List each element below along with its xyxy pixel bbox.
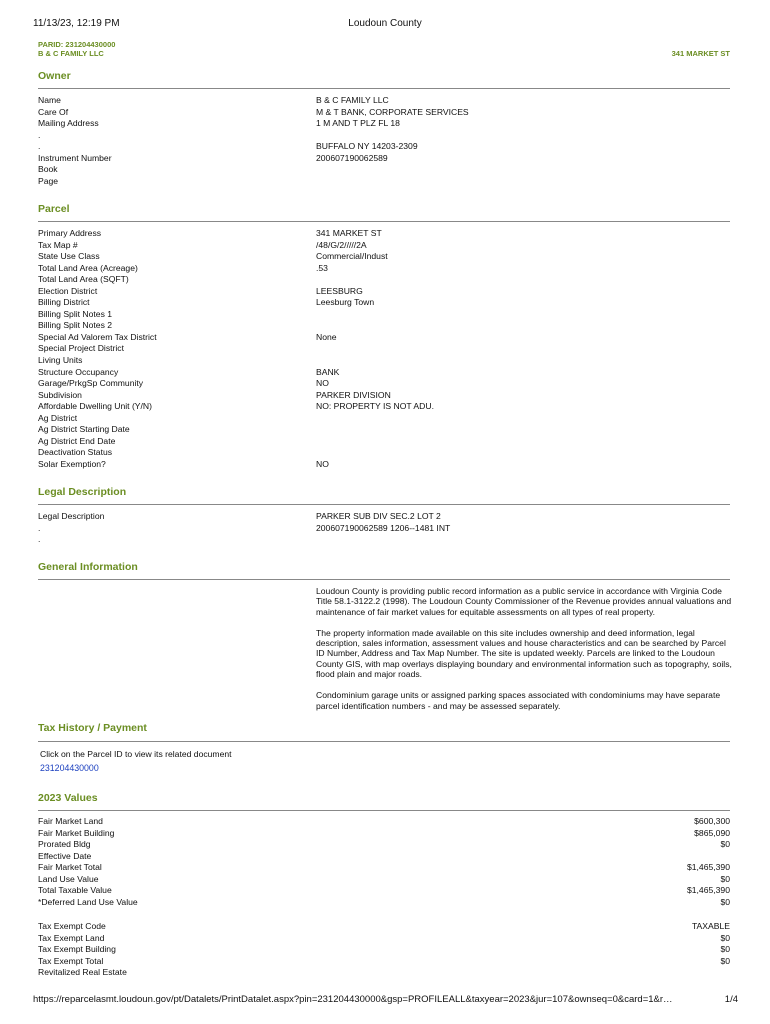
row-value: 341 MARKET ST <box>316 228 382 238</box>
table-row <box>38 228 730 240</box>
row-value: B & C FAMILY LLC <box>316 95 389 105</box>
table-row <box>38 413 730 425</box>
row-label: State Use Class <box>38 251 100 262</box>
row-value: Commercial/Indust <box>316 251 388 262</box>
row-label: Fair Market Building <box>38 827 115 838</box>
row-label: Billing Split Notes 2 <box>38 320 113 331</box>
table-row <box>38 263 730 275</box>
row-value: 1 M AND T PLZ FL 18 <box>316 118 400 129</box>
table-row <box>38 874 730 886</box>
row-value: $865,090 <box>694 827 730 838</box>
row-value: $1,465,390 <box>686 885 730 896</box>
row-value: NO <box>316 378 329 389</box>
row-value: PARKER SUB DIV SEC.2 LOT 2 <box>316 511 441 521</box>
table-row <box>38 141 730 153</box>
parcel-address: 341 MARKET ST <box>671 49 730 58</box>
row-value: 200607190062589 <box>316 152 388 163</box>
row-label: . <box>38 141 41 152</box>
row-label: Revitalized Real Estate <box>38 967 127 978</box>
row-value: $0 <box>720 839 730 850</box>
table-row <box>38 933 730 945</box>
row-label: Total Taxable Value <box>38 885 112 896</box>
row-value: $0 <box>720 944 730 955</box>
page-url: https://reparcelasmt.loudoun.gov/pt/Datalets/PrintDatalet.aspx?pin=231204430000&gsp=PROFILEALL&taxyear=2023&jur=107&ownseq=0&card=1&r… <box>33 994 673 1005</box>
table-row <box>38 274 730 286</box>
row-label: Election District <box>38 285 98 296</box>
row-value: Leesburg Town <box>316 297 375 308</box>
row-value: BUFFALO NY 14203-2309 <box>316 141 418 152</box>
row-label: Land Use Value <box>38 873 99 884</box>
row-label: Book <box>38 164 58 175</box>
row-value: $0 <box>720 896 730 907</box>
row-label: . <box>38 522 41 533</box>
table-row <box>38 164 730 176</box>
table-row <box>38 240 730 252</box>
table-row <box>38 851 730 863</box>
row-value: .53 <box>316 262 328 273</box>
parcel-id-block <box>38 40 115 58</box>
parcel-table <box>38 228 730 470</box>
row-label: Ag District Starting Date <box>38 424 130 435</box>
table-row <box>38 378 730 390</box>
row-label: Affordable Dwelling Unit (Y/N) <box>38 401 152 412</box>
table-row <box>38 343 730 355</box>
table-row <box>38 862 730 874</box>
table-row <box>38 944 730 956</box>
table-row <box>38 153 730 165</box>
row-label: Ag District End Date <box>38 435 116 446</box>
row-value: LEESBURG <box>316 285 363 296</box>
row-value: $600,300 <box>694 816 730 826</box>
parcel-id: PARID: 231204430000 <box>38 40 116 49</box>
row-value: /48/G/2/////2A <box>316 239 367 250</box>
exempt-table <box>38 921 730 979</box>
table-row <box>38 320 730 332</box>
section-divider <box>38 221 730 222</box>
row-label: Tax Exempt Code <box>38 921 106 931</box>
row-label: Living Units <box>38 355 83 366</box>
row-label: Name <box>38 95 61 105</box>
row-value: $0 <box>720 955 730 966</box>
row-value: $0 <box>720 873 730 884</box>
row-label: Legal Description <box>38 511 105 521</box>
row-label: Billing District <box>38 297 90 308</box>
info-paragraph: Loudoun County is providing public record information as a public service in accordance with Virginia Code Title 58.1-3122.2 (1998). The Loudoun County Commissioner of the Revenue provides annual valuations and maintenance of fair market values for equitable assessments on all types of real property. <box>316 586 732 617</box>
row-label: Structure Occupancy <box>38 366 119 377</box>
table-row <box>38 401 730 413</box>
parcel-id-link[interactable]: 231204430000 <box>40 763 99 773</box>
row-label: Ag District <box>38 412 78 423</box>
row-label: Total Land Area (Acreage) <box>38 262 138 273</box>
tax-history-note: Click on the Parcel ID to view its related document <box>40 749 232 759</box>
table-row <box>38 118 730 130</box>
section-title-legal: Legal Description <box>38 486 127 498</box>
row-value: TAXABLE <box>691 921 730 931</box>
row-value: BANK <box>316 366 340 377</box>
print-datetime: 11/13/23, 12:19 PM <box>33 18 120 29</box>
general-info-text <box>316 586 732 722</box>
row-value: $0 <box>720 932 730 943</box>
page-title: Loudoun County <box>348 18 422 29</box>
table-row <box>38 332 730 344</box>
table-row <box>38 956 730 968</box>
row-label: Tax Map # <box>38 239 78 250</box>
section-divider <box>38 810 730 811</box>
table-row <box>38 286 730 298</box>
row-label: Deactivation Status <box>38 447 113 458</box>
row-label: Special Project District <box>38 343 124 354</box>
row-value: NO <box>316 458 329 469</box>
row-label: Fair Market Land <box>38 816 103 826</box>
row-value: 200607190062589 1206--1481 INT <box>316 522 451 533</box>
row-value: $1,465,390 <box>686 862 730 873</box>
table-row <box>38 816 730 828</box>
table-row <box>38 534 730 546</box>
page-number: 1/4 <box>724 994 738 1005</box>
row-label: Tax Exempt Land <box>38 932 105 943</box>
row-label: Primary Address <box>38 228 102 238</box>
section-title-tax-history: Tax History / Payment <box>38 722 147 734</box>
section-divider <box>38 504 730 505</box>
table-row <box>38 436 730 448</box>
row-label: Mailing Address <box>38 118 99 129</box>
row-label: Subdivision <box>38 389 82 400</box>
row-label: Total Land Area (SQFT) <box>38 274 129 285</box>
table-row <box>38 367 730 379</box>
table-row <box>38 897 730 909</box>
table-row <box>38 130 730 142</box>
table-row <box>38 251 730 263</box>
row-label: Effective Date <box>38 850 92 861</box>
info-paragraph: Condominium garage units or assigned parking spaces associated with condominiums may have separate parcel identification numbers - and may be assessed separately. <box>316 690 721 711</box>
row-label: . <box>38 129 41 140</box>
row-label: Billing Split Notes 1 <box>38 308 113 319</box>
values-table <box>38 816 730 908</box>
table-row <box>38 523 730 535</box>
legal-table <box>38 511 730 546</box>
table-row <box>38 297 730 309</box>
table-row <box>38 95 730 107</box>
row-label: Tax Exempt Total <box>38 955 104 966</box>
table-row <box>38 355 730 367</box>
row-value: None <box>316 331 337 342</box>
row-label: Garage/PrkgSp Community <box>38 378 144 389</box>
table-row <box>38 459 730 471</box>
owner-table <box>38 95 730 187</box>
parcel-owner-name: B & C FAMILY LLC <box>38 49 104 58</box>
row-label: Prorated Bldg <box>38 839 91 850</box>
table-row <box>38 839 730 851</box>
table-row <box>38 390 730 402</box>
table-row <box>38 309 730 321</box>
info-paragraph: The property information made available on this site includes ownership and deed information, legal description, sales information, assessment values and house characteristics and can be searched by Parcel ID Number, Address and Tax Map Number. The site is updated weekly. Parcels are linked to the Loudoun County GIS, with map overlays displaying boundary and environmental information such as topography, soils, flood plain and major roads. <box>316 627 732 680</box>
row-label: Tax Exempt Building <box>38 944 116 955</box>
row-label: Fair Market Total <box>38 862 102 873</box>
table-row <box>38 176 730 188</box>
section-title-general: General Information <box>38 561 138 573</box>
row-label: . <box>38 534 41 545</box>
table-row <box>38 424 730 436</box>
row-label: Solar Exemption? <box>38 458 106 469</box>
row-label: Special Ad Valorem Tax District <box>38 331 157 342</box>
table-row <box>38 107 730 119</box>
row-label: Page <box>38 175 59 186</box>
section-divider <box>38 579 730 580</box>
row-value: M & T BANK, CORPORATE SERVICES <box>316 106 469 117</box>
row-value: NO: PROPERTY IS NOT ADU. <box>316 401 434 412</box>
table-row <box>38 447 730 459</box>
table-row <box>38 511 730 523</box>
section-divider <box>38 88 730 89</box>
row-label: Instrument Number <box>38 152 112 163</box>
table-row <box>38 967 730 979</box>
row-label: *Deferred Land Use Value <box>38 896 138 907</box>
row-value: PARKER DIVISION <box>316 389 391 400</box>
table-row <box>38 885 730 897</box>
section-divider <box>38 741 730 742</box>
row-label: Care Of <box>38 106 69 117</box>
section-title-owner: Owner <box>38 70 71 82</box>
table-row <box>38 828 730 840</box>
section-title-values: 2023 Values <box>38 792 98 804</box>
section-title-parcel: Parcel <box>38 203 70 215</box>
table-row <box>38 921 730 933</box>
